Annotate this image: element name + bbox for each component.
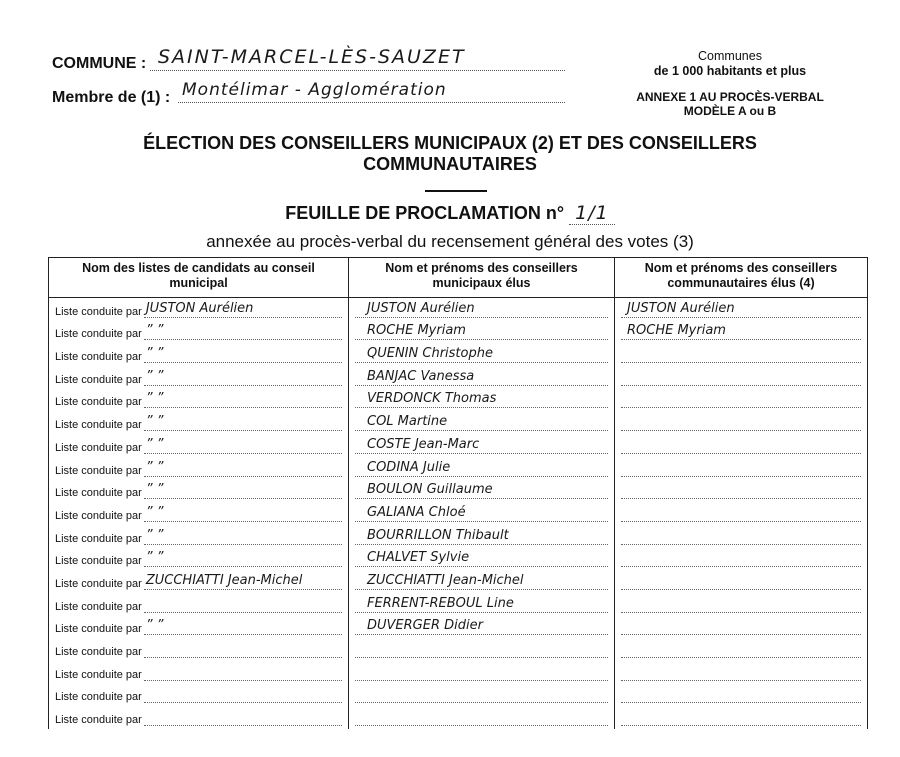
list-cell — [49, 343, 349, 366]
dotted-line — [621, 300, 861, 318]
municipal-name: GALIANA Chloé — [367, 504, 466, 520]
communautaire-cell — [615, 570, 868, 593]
dotted-line — [355, 572, 608, 590]
list-cell — [49, 525, 349, 548]
annexee-subtitle: annexée au procès-verbal du recensement général des votes (3) — [206, 232, 694, 251]
membre-value: Montélimar - Agglomération — [182, 80, 447, 100]
dotted-line — [144, 666, 342, 681]
communautaire-cell — [615, 366, 868, 389]
list-cell — [49, 570, 349, 593]
dotted-line — [621, 688, 861, 703]
table-row — [49, 548, 868, 571]
municipal-cell — [349, 343, 615, 366]
municipal-cell — [349, 411, 615, 434]
dotted-line — [144, 552, 342, 567]
municipal-name: COSTE Jean-Marc — [367, 436, 480, 452]
feuille-number: 1/1 — [569, 202, 615, 225]
header-listes: Nom des listes de candidats au conseil municipal — [49, 258, 349, 298]
list-cell — [49, 389, 349, 412]
table-row — [49, 389, 868, 412]
row-prefix: Liste conduite par — [55, 487, 142, 500]
dotted-line — [621, 416, 861, 431]
row-prefix: Liste conduite par — [55, 441, 142, 454]
dotted-line — [621, 484, 861, 499]
list-leader: ” ” — [145, 346, 164, 362]
dotted-line — [355, 348, 608, 363]
dotted-line — [144, 436, 342, 454]
list-leader: ” ” — [145, 414, 164, 430]
dotted-line — [144, 643, 342, 658]
communautaire-cell — [615, 502, 868, 525]
list-cell — [49, 457, 349, 480]
municipal-cell — [349, 616, 615, 639]
municipal-cell — [349, 457, 615, 480]
dotted-line — [144, 368, 342, 386]
row-prefix: Liste conduite par — [55, 532, 142, 545]
dotted-line — [621, 552, 861, 567]
dotted-line — [355, 688, 608, 703]
dotted-line — [355, 368, 608, 386]
list-leader: ” ” — [145, 504, 164, 520]
municipal-cell — [349, 638, 615, 661]
proclamation-table — [48, 257, 868, 729]
row-prefix: Liste conduite par — [55, 623, 142, 636]
table-row — [49, 638, 868, 661]
municipal-cell — [349, 706, 615, 729]
dotted-line — [144, 620, 342, 635]
municipal-cell — [349, 661, 615, 684]
table-row — [49, 684, 868, 707]
row-prefix: Liste conduite par — [55, 714, 142, 727]
row-prefix: Liste conduite par — [55, 305, 142, 318]
dotted-line — [355, 393, 608, 408]
row-prefix: Liste conduite par — [55, 600, 142, 613]
dotted-line — [144, 711, 342, 726]
communautaire-cell — [615, 457, 868, 480]
list-cell — [49, 411, 349, 434]
municipal-name: BOULON Guillaume — [367, 482, 493, 498]
dotted-line — [621, 530, 861, 545]
title-divider — [425, 190, 487, 192]
dotted-line — [621, 575, 861, 590]
municipal-cell — [349, 389, 615, 412]
list-leader: ” ” — [145, 368, 164, 384]
list-leader: JUSTON Aurélien — [145, 300, 254, 316]
municipal-name: BANJAC Vanessa — [367, 368, 475, 384]
dotted-line — [621, 507, 861, 522]
communautaire-cell — [615, 480, 868, 503]
list-leader: ” ” — [145, 323, 164, 339]
dotted-line — [621, 393, 861, 408]
communautaire-cell — [615, 434, 868, 457]
communautaire-cell — [615, 411, 868, 434]
row-prefix: Liste conduite par — [55, 396, 142, 409]
list-leader: ” ” — [145, 436, 164, 452]
communautaire-cell — [615, 343, 868, 366]
table-row — [49, 502, 868, 525]
commune-label: COMMUNE : — [52, 55, 147, 72]
row-prefix: Liste conduite par — [55, 509, 142, 522]
right-modele: MODÈLE A ou B — [683, 104, 777, 118]
list-cell — [49, 321, 349, 344]
dotted-line — [144, 572, 342, 590]
table-row — [49, 434, 868, 457]
dotted-line — [355, 416, 608, 431]
table-row — [49, 411, 868, 434]
list-cell — [49, 638, 349, 661]
table-row — [49, 525, 868, 548]
list-cell — [49, 480, 349, 503]
dotted-line — [144, 688, 342, 703]
communautaire-cell — [615, 298, 868, 321]
membre-label: Membre de (1) : — [52, 89, 171, 106]
municipal-cell — [349, 366, 615, 389]
dotted-line — [355, 527, 608, 545]
list-leader: ” ” — [145, 527, 164, 543]
communautaire-cell — [615, 684, 868, 707]
row-prefix: Liste conduite par — [55, 464, 142, 477]
table-row — [49, 321, 868, 344]
feuille-title: FEUILLE DE PROCLAMATION n° 1/1 — [0, 202, 900, 224]
municipal-name: CODINA Julie — [367, 459, 451, 475]
table-row — [49, 457, 868, 480]
table-row — [49, 366, 868, 389]
dotted-line — [144, 416, 342, 431]
municipal-cell — [349, 684, 615, 707]
row-prefix: Liste conduite par — [55, 577, 142, 590]
municipal-name: QUENIN Christophe — [367, 346, 493, 362]
list-cell — [49, 298, 349, 321]
communautaire-cell — [615, 593, 868, 616]
right-habitants: de 1 000 habitants et plus — [653, 64, 807, 78]
municipal-cell — [349, 548, 615, 571]
municipal-name: VERDONCK Thomas — [367, 391, 497, 407]
dotted-line — [621, 620, 861, 635]
header-municipaux: Nom et prénoms des conseillers municipaux élus — [349, 258, 615, 298]
dotted-line — [621, 711, 861, 726]
municipal-cell — [349, 593, 615, 616]
table-row — [49, 298, 868, 321]
municipal-cell — [349, 321, 615, 344]
dotted-line — [144, 325, 342, 340]
dotted-line — [621, 439, 861, 454]
dotted-line — [621, 666, 861, 681]
table-row — [49, 570, 868, 593]
list-cell — [49, 502, 349, 525]
dotted-line — [355, 620, 608, 635]
list-cell — [49, 684, 349, 707]
row-prefix: Liste conduite par — [55, 691, 142, 704]
communautaire-name: JUSTON Aurélien — [627, 300, 735, 316]
communautaire-cell — [615, 321, 868, 344]
dotted-line — [621, 348, 861, 363]
table-row — [49, 480, 868, 503]
list-leader: ” ” — [145, 550, 164, 566]
dotted-line — [144, 598, 342, 613]
dotted-line — [355, 504, 608, 522]
communautaire-cell — [615, 638, 868, 661]
right-communes: Communes — [698, 49, 762, 63]
list-cell — [49, 616, 349, 639]
list-cell — [49, 661, 349, 684]
dotted-line — [621, 643, 861, 658]
dotted-line — [144, 484, 342, 499]
dotted-line — [355, 711, 608, 726]
right-annexe: ANNEXE 1 AU PROCÈS-VERBAL — [636, 90, 824, 104]
row-prefix: Liste conduite par — [55, 419, 142, 432]
dotted-line — [355, 459, 608, 477]
municipal-name: CHALVET Sylvie — [367, 550, 470, 566]
municipal-cell — [349, 570, 615, 593]
dotted-line — [355, 300, 608, 318]
list-cell — [49, 706, 349, 729]
list-cell — [49, 366, 349, 389]
dotted-line — [144, 504, 342, 522]
list-cell — [49, 434, 349, 457]
list-leader: ” ” — [145, 618, 164, 634]
row-prefix: Liste conduite par — [55, 646, 142, 658]
dotted-line — [144, 348, 342, 363]
page-title: ÉLECTION DES CONSEILLERS MUNICIPAUX (2) ET DES CONSEILLERS COMMUNAUTAIRES — [143, 133, 757, 174]
table-row — [49, 343, 868, 366]
dotted-line — [144, 459, 342, 477]
dotted-line — [355, 666, 608, 681]
table-row — [49, 706, 868, 729]
municipal-cell — [349, 434, 615, 457]
communautaire-cell — [615, 616, 868, 639]
municipal-name: JUSTON Aurélien — [367, 300, 475, 316]
municipal-cell — [349, 502, 615, 525]
list-leader: ” ” — [145, 482, 164, 498]
dotted-line — [144, 527, 342, 545]
row-prefix: Liste conduite par — [55, 373, 142, 386]
membre-line — [178, 80, 565, 103]
municipal-cell — [349, 525, 615, 548]
list-leader: ZUCCHIATTI Jean-Michel — [145, 572, 303, 588]
header-communautaires: Nom et prénoms des conseillers communautaires élus (4) — [615, 258, 868, 298]
table-row — [49, 616, 868, 639]
communautaire-cell — [615, 661, 868, 684]
commune-value: SAINT-MARCEL-LÈS-SAUZET — [158, 46, 466, 68]
dotted-line — [621, 462, 861, 477]
municipal-name: FERRENT-REBOUL Line — [367, 595, 514, 611]
communautaire-cell — [615, 389, 868, 412]
dotted-line — [144, 300, 342, 318]
dotted-line — [144, 393, 342, 408]
dotted-line — [355, 552, 608, 567]
dotted-line — [621, 371, 861, 386]
dotted-line — [355, 325, 608, 340]
municipal-name: ZUCCHIATTI Jean-Michel — [367, 572, 524, 588]
communautaire-cell — [615, 706, 868, 729]
municipal-cell — [349, 298, 615, 321]
dotted-line — [355, 643, 608, 658]
row-prefix: Liste conduite par — [55, 351, 142, 364]
communautaire-name: ROCHE Myriam — [627, 323, 726, 339]
municipal-name: ROCHE Myriam — [367, 323, 466, 339]
row-prefix: Liste conduite par — [55, 328, 142, 341]
dotted-line — [355, 484, 608, 499]
dotted-line — [621, 325, 861, 340]
row-prefix: Liste conduite par — [55, 668, 142, 681]
municipal-name: DUVERGER Didier — [367, 618, 483, 634]
list-leader: ” ” — [145, 391, 164, 407]
list-cell — [49, 593, 349, 616]
communautaire-cell — [615, 525, 868, 548]
list-leader: ” ” — [145, 459, 164, 475]
municipal-name: COL Martine — [367, 414, 448, 430]
communautaire-cell — [615, 548, 868, 571]
commune-line — [150, 48, 565, 71]
table-row — [49, 593, 868, 616]
dotted-line — [621, 598, 861, 613]
dotted-line — [355, 436, 608, 454]
list-cell — [49, 548, 349, 571]
table-row — [49, 661, 868, 684]
municipal-cell — [349, 480, 615, 503]
row-prefix: Liste conduite par — [55, 555, 142, 568]
dotted-line — [355, 595, 608, 613]
municipal-name: BOURRILLON Thibault — [367, 527, 509, 543]
